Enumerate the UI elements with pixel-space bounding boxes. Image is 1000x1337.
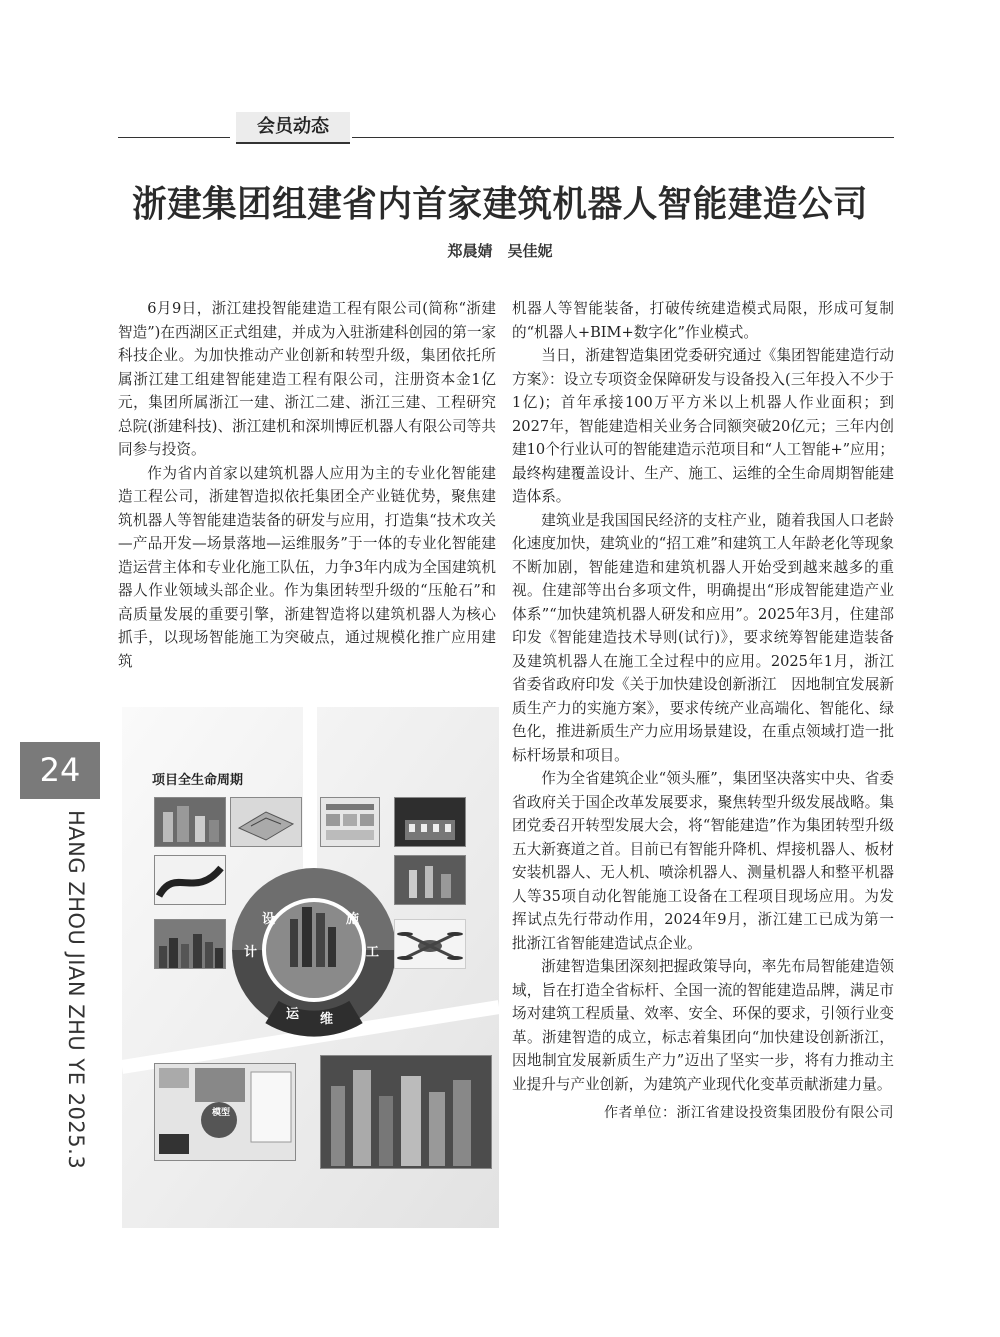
ring-label-construction-2: 工 (366, 945, 380, 960)
thumbnail-control-dashboard (320, 797, 380, 847)
paragraph: 当日，浙建智造集团党委研究通过《集团智能建造行动方案》：设立专项资金保障研发与设备投入(三年投入不少于1亿)；首年承接100万平方米以上机器人作业面积；到2027年，智能建造相关业务合同额突破20亿元；三年内创建10个行业认可的智能建造示范项目和“人工智能+”应用；最终构建覆盖设计、生产、施工、运维的全生命周期智能建造体系。 (512, 347, 894, 505)
paragraph: 作为全省建筑企业“领头雁”，集团坚决落实中央、省委省政府关于国企改革发展要求，聚焦转型升级发展战略。集团党委召开转型发展大会，将“智能建造”作为集团转型升级五大新赛道之首。目前已有智能升降机、焊接机器人、板材安装机器人、无人机、喷涂机器人、测量机器人和整平机器人等35项自动化智能施工设备在工程项目现场应用。为发挥试点先行带动作用，2024年9月，浙江建工已成为第一批浙江省智能建造试点企业。 (512, 770, 894, 952)
author-affiliation: 作者单位：浙江省建设投资集团股份有限公司 (604, 1105, 894, 1121)
paragraph: 浙建智造集团深刻把握政策导向，率先布局智能建造领域，旨在打造全省标杆、全国一流的智能建造品牌，满足市场对建筑工程质量、效率、安全、环保的要求，引领行业变革。浙建智造的成立，标志着集团向“加快建设创新浙江，因地制宜发展新质生产力”迈出了坚实一步，将有力推动主业提升与产业创新，为建筑产业现代化变革贡献浙建力量。 (512, 958, 894, 1093)
thumbnail-robot-site (394, 855, 466, 905)
paragraph: 建筑业是我国国民经济的支柱产业，随着我国人口老龄化速度加快，建筑业的“招工难”和建筑工人年龄老化等现象不断加剧，智能建造和建筑机器人开始受到越来越多的重视。住建部等出台多项文件，明确提出“形成智能建造产业体系”“加快建筑机器人研发和应用”。2025年3月，住建部印发《智能建造技术导则(试行)》，要求统筹智能建造装备及建筑机器人在施工全过程中的应用。2025年1月，浙江省委省政府印发《关于加快建设创新浙江 因地制宜发展新质生产力的实施方案》，要求传统产业高端化、智能化、绿色化，推进新质生产力应用场景建设，在重点领域打造一批标杆场景和项目。 (512, 511, 894, 764)
paragraph: 6月9日，浙江建投智能建造工程有限公司(简称“浙建智造”)在西湖区正式组建，并成为入驻浙建科创园的第一家科技企业。为加快推动产业创新和转型升级，集团依托所属浙江建工组建智能建造工程有限公司，注册资本金1亿元，集团所属浙江一建、浙江二建、浙江三建、工程研究总院(浙建科技)、浙江建机和深圳博匠机器人有限公司等共同参与投资。 (118, 300, 497, 458)
section-rule-right (352, 137, 894, 138)
left-column (118, 297, 496, 673)
thumbnail-drone (394, 919, 466, 969)
ring-label-design-1: 设 (262, 912, 276, 927)
thumbnail-bim-floorplan (230, 797, 302, 847)
section-rule-left (118, 137, 230, 138)
paragraph: 机器人等智能装备，打破传统建造模式局限，形成可复制的“机器人+BIM+数字化”作业模式。 (512, 300, 894, 341)
right-column (512, 297, 894, 1126)
ring-label-operation-1: 运 (286, 1007, 300, 1022)
thumbnail-city-skyline (154, 919, 226, 969)
article-authors: 郑晨婧 吴佳妮 (447, 242, 553, 260)
thumbnail-city-aerial (154, 797, 226, 847)
thumbnail-road-design (154, 855, 226, 905)
ring-label-operation-2: 维 (320, 1012, 334, 1027)
ring-label-construction-1: 施 (346, 912, 360, 927)
thumbnail-city-construction (320, 1055, 492, 1169)
ring-label-design-2: 计 (244, 945, 258, 960)
model-label: 模型 (212, 1108, 231, 1118)
article-title: 浙建集团组建省内首家建筑机器人智能建造公司 (132, 184, 868, 225)
page-number: 24 (20, 742, 100, 799)
journal-name-vertical: HANG ZHOU JIAN ZHU YE 2025.3 (64, 810, 88, 1170)
lifecycle-figure (122, 707, 499, 1228)
paragraph: 作为省内首家以建筑机器人应用为主的专业化智能建造工程公司，浙建智造拟依托集团全产业链优势，聚焦建筑机器人等智能建造装备的研发与应用，打造集“技术攻关—产品开发—场景落地—运维服务”于一体的专业化智能建造运营主体和专业化施工队伍，力争3年内成为全国建筑机器人作业领域头部企业。作为集团转型升级的“压舱石”和高质量发展的重要引擎，浙建智造将以建筑机器人为核心抓手，以现场智能施工为突破点，通过规模化推广应用建筑 (118, 464, 496, 670)
figure-title: 项目全生命周期 (152, 773, 244, 788)
section-label: 会员动态 (236, 112, 350, 144)
thumbnail-night-building (394, 797, 466, 847)
